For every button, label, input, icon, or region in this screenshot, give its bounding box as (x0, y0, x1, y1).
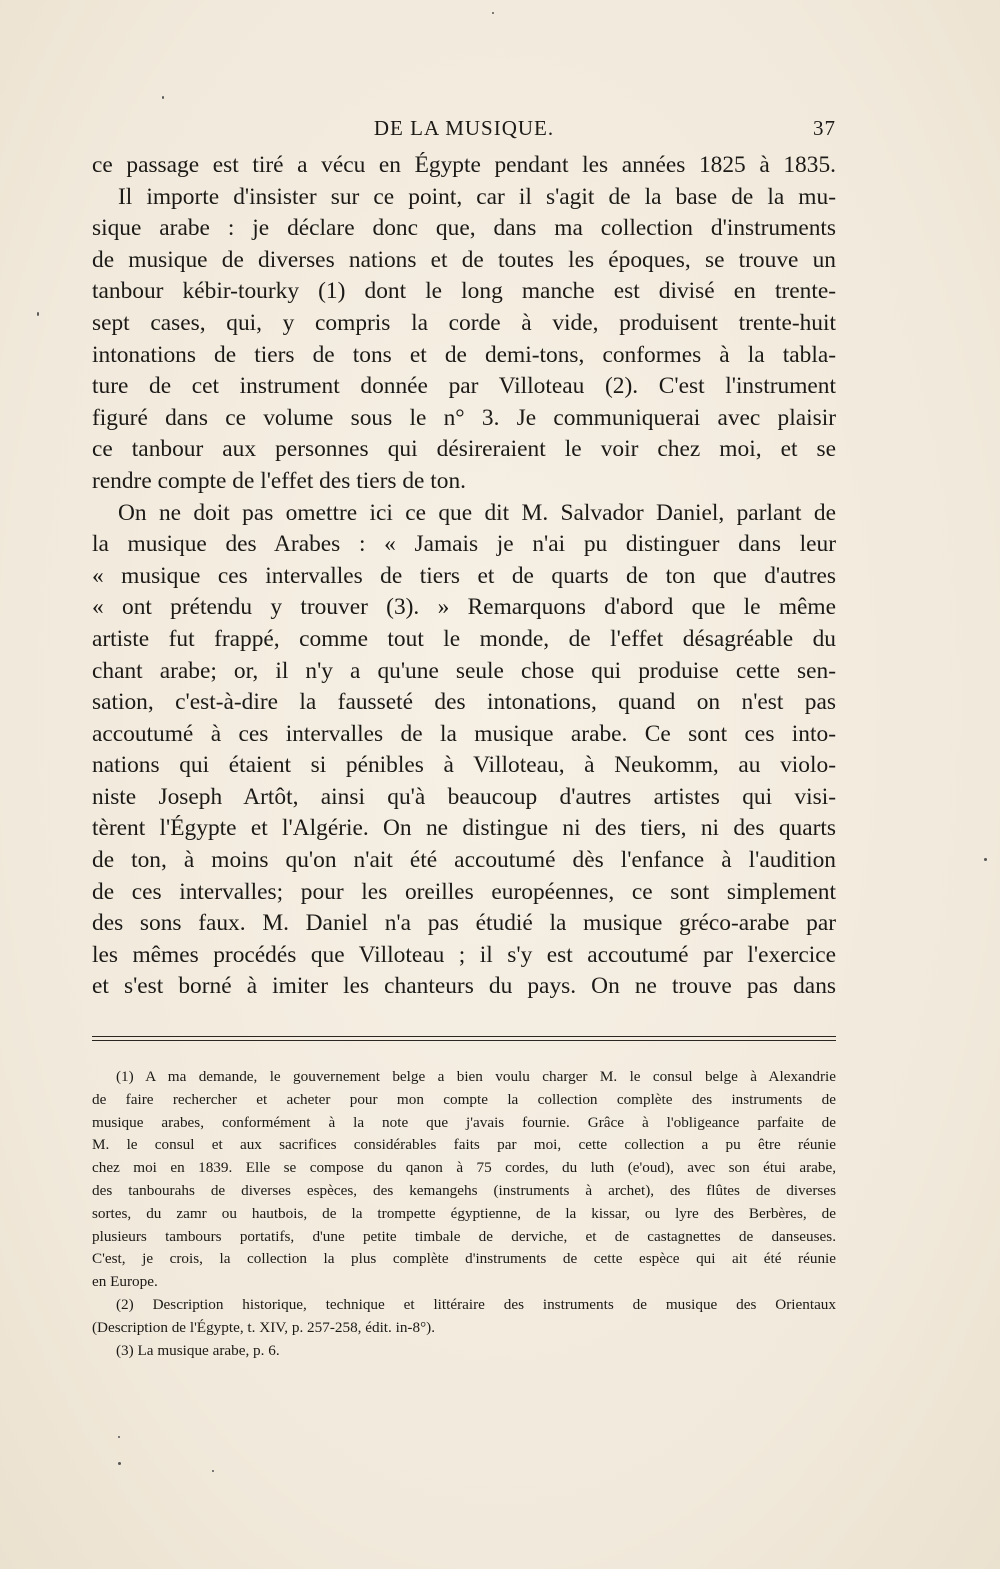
text-line: niste Joseph Artôt, ainsi qu'à beaucoup d'autres artistes qui visi- (92, 783, 836, 810)
text-line: chant arabe; or, il n'y a qu'une seule chose qui produise cette sen- (92, 657, 836, 684)
footnote-line: C'est, je crois, la collection la plus complète d'instruments de cette espèce qui ait été réunie (92, 1250, 836, 1268)
page-header (92, 116, 836, 146)
text-line: sept cases, qui, y compris la corde à vide, produisent trente-huit (92, 309, 836, 336)
text-line: sation, c'est-à-dire la fausseté des intonations, quand on n'est pas (92, 689, 836, 716)
footnotes (92, 1066, 836, 1362)
text-line: et s'est borné à imiter les chanteurs du pays. On ne trouve pas dans (92, 973, 836, 1000)
text-line: nations qui étaient si pénibles à Villoteau, à Neukomm, au violo- (92, 752, 836, 779)
text-line: de ton, à moins qu'on n'ait été accoutumé dès l'enfance à l'audition (92, 847, 836, 874)
text-line: figuré dans ce volume sous le n° 3. Je communiquerai avec plaisir (92, 404, 836, 431)
text-line: de musique de diverses nations et de toutes les époques, se trouve un (92, 246, 836, 273)
footnote-line: (3) La musique arabe, p. 6. (116, 1341, 280, 1359)
text-line: des sons faux. M. Daniel n'a pas étudié la musique gréco-arabe par (92, 910, 836, 937)
text-line: la musique des Arabes : « Jamais je n'ai pu distinguer dans leur (92, 531, 836, 558)
footnote-line: plusieurs tambours portatifs, d'une petite timbale de derviche, et de castagnettes de danseuses. (92, 1227, 836, 1245)
main-text (92, 150, 836, 1003)
text-line: sique arabe : je déclare donc que, dans ma collection d'instruments (92, 215, 836, 242)
page-number: 37 (813, 116, 836, 140)
text-line: intonations de tiers de tons et de demi-tons, conformes à la tabla- (92, 341, 836, 368)
footnote-line: des tanbourahs de diverses espèces, des kemangehs (instruments à archet), des flûtes de diverses (92, 1181, 836, 1199)
text-line: accoutumé à ces intervalles de la musique arabe. Ce sont ces into- (92, 720, 836, 747)
footnote-line: en Europe. (92, 1273, 158, 1291)
text-line: ce tanbour aux personnes qui désireraient le voir chez moi, et se (92, 436, 836, 463)
footnote-line: sortes, du zamr ou hautbois, de la trompette égyptienne, de la kissar, ou lyre des Berbères, de (92, 1204, 836, 1222)
text-line: artiste fut frappé, comme tout le monde, de l'effet désagréable du (92, 625, 836, 652)
text-line: les mêmes procédés que Villoteau ; il s'y est accoutumé par l'exercice (92, 941, 836, 968)
footnote-line: chez moi en 1839. Elle se compose du qanon à 75 cordes, du luth (e'oud), avec son étui arabe, (92, 1159, 836, 1177)
footnote-line: M. le consul et aux sacrifices considérables faits par moi, cette collection a pu être réunie (92, 1136, 836, 1154)
text-line: ture de cet instrument donnée par Villoteau (2). C'est l'instrument (92, 373, 836, 400)
footnote-line: musique arabes, conformément à la note que j'avais fournie. Grâce à l'obligeance parfaite de (92, 1113, 836, 1131)
text-line: rendre compte de l'effet des tiers de ton. (92, 467, 466, 494)
footnote-line: (1) A ma demande, le gouvernement belge a bien voulu charger M. le consul belge à Alexandrie (116, 1068, 836, 1085)
footnote-line: de faire rechercher et acheter pour mon compte la collection complète des instruments de (92, 1090, 836, 1108)
text-line: tèrent l'Égypte et l'Algérie. On ne distingue ni des tiers, ni des quarts (92, 815, 836, 842)
text-line: ce passage est tiré a vécu en Égypte pendant les années 1825 à 1835. (92, 152, 836, 178)
footnote-line: (2) Description historique, technique et littéraire des instruments de musique des Orientaux (116, 1295, 836, 1313)
text-line: « musique ces intervalles de tiers et de quarts de ton que d'autres (92, 562, 836, 589)
text-line: tanbour kébir-tourky (1) dont le long manche est divisé en trente- (92, 278, 836, 305)
text-line: Il importe d'insister sur ce point, car il s'agit de la base de la mu- (118, 183, 836, 210)
text-line: de ces intervalles; pour les oreilles européennes, ce sont simplement (92, 878, 836, 905)
running-title: DE LA MUSIQUE. (373, 116, 555, 140)
footnote-rule (92, 1036, 836, 1041)
text-line: On ne doit pas omettre ici ce que dit M. Salvador Daniel, parlant de (118, 499, 836, 526)
text-line: « ont prétendu y trouver (3). » Remarquons d'abord que le même (92, 594, 836, 621)
footnote-line: (Description de l'Égypte, t. XIV, p. 257-258, édit. in-8°). (92, 1318, 436, 1336)
